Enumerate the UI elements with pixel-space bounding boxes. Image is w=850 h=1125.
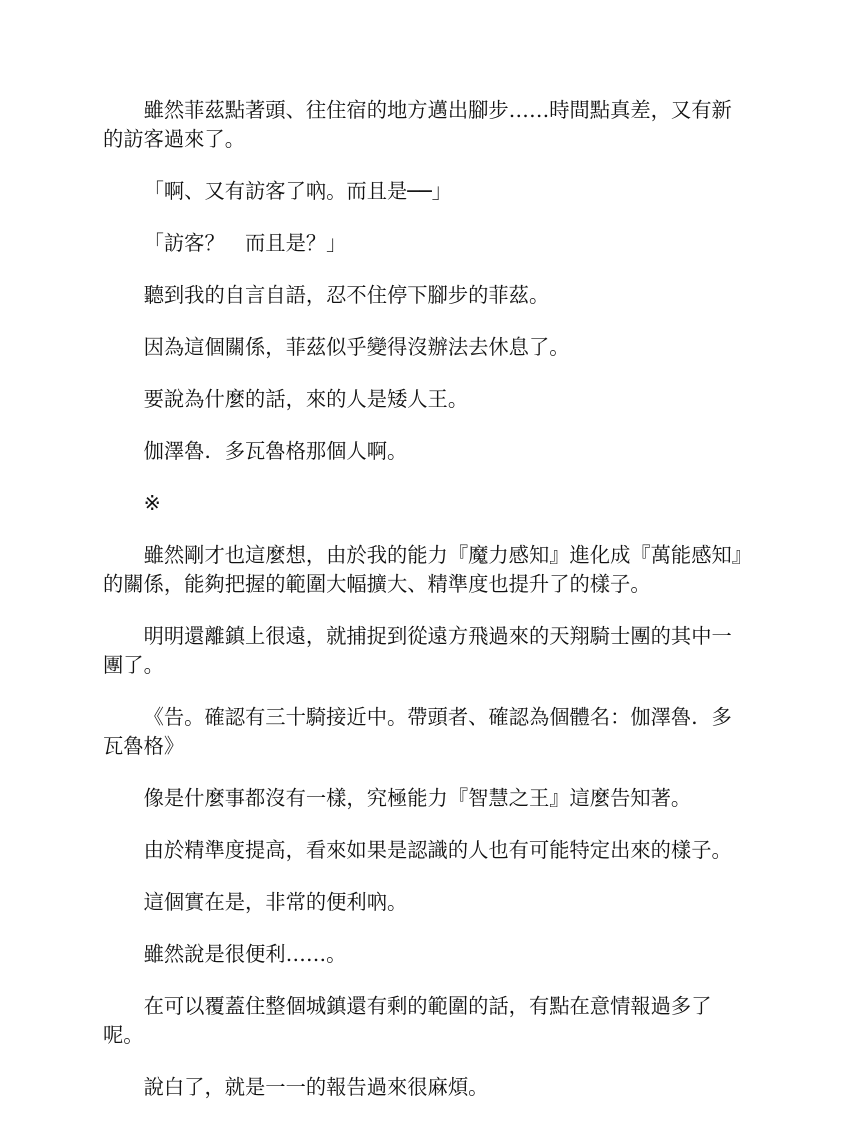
paragraph: 《告。確認有三十騎接近中。帶頭者、確認為個體名：伽澤魯．多瓦魯格》	[103, 705, 732, 758]
scene-break-mark: ※	[143, 491, 161, 515]
paragraph: 在可以覆蓋住整個城鎮還有剩的範圍的話，有點在意情報過多了呢。	[103, 994, 712, 1047]
paragraph: 「訪客？ 而且是？」	[143, 231, 347, 255]
paragraph: 因為這個關係，菲茲似乎變得沒辦法去休息了。	[143, 335, 570, 359]
paragraph: 這個實在是，非常的便利吶。	[143, 890, 408, 914]
paragraph: 聽到我的自言自語，忍不住停下腳步的菲茲。	[143, 283, 550, 307]
paragraph: 「啊、又有訪客了吶。而且是──」	[143, 179, 452, 203]
paragraph: 由於精準度提高，看來如果是認識的人也有可能特定出來的樣子。	[143, 838, 732, 862]
paragraph: 雖然說是很便利……。	[143, 942, 347, 966]
paragraph: 明明還離鎮上很遠，就捕捉到從遠方飛過來的天翔騎士團的其中一團了。	[103, 624, 732, 677]
paragraph: 雖然菲茲點著頭、往住宿的地方邁出腳步……時間點真差，又有新的訪客過來了。	[103, 98, 732, 151]
paragraph: 伽澤魯．多瓦魯格那個人啊。	[143, 439, 408, 463]
paragraph: 要說為什麼的話，來的人是矮人王。	[143, 387, 469, 411]
paragraph: 說白了，就是一一的報告過來很麻煩。	[143, 1075, 489, 1099]
paragraph: 像是什麼事都沒有一樣，究極能力『智慧之王』這麼告知著。	[143, 786, 692, 810]
document-body	[103, 96, 745, 1125]
paragraph: 雖然剛才也這麼想，由於我的能力『魔力感知』進化成『萬能感知』的關係，能夠把握的範圍大幅擴大、精準度也提升了的樣子。	[103, 543, 742, 596]
